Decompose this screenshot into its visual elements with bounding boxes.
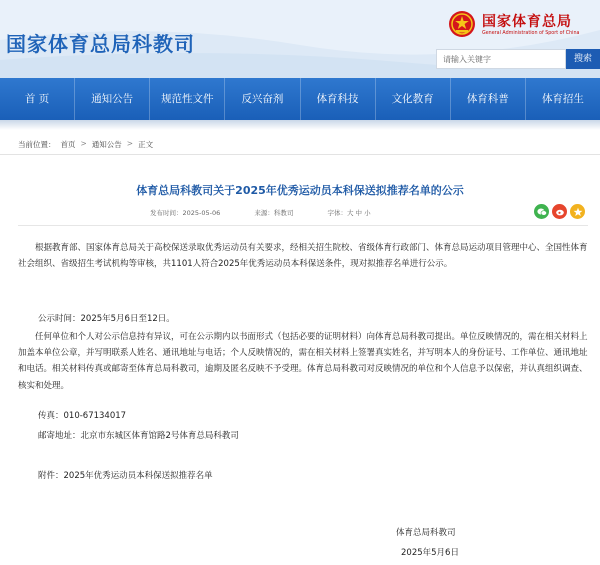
breadcrumb <box>18 139 153 150</box>
nav-item-popular-science[interactable]: 体育科普 <box>451 78 526 120</box>
divider <box>0 154 600 155</box>
site-title[interactable]: 国家体育总局科教司 <box>6 32 195 56</box>
publish-time: 发布时间：2025-05-06 <box>150 209 221 217</box>
mailing-address: 邮寄地址：北京市东城区体育馆路2号体育总局科教司 <box>38 431 239 441</box>
main-nav <box>0 78 600 120</box>
national-emblem-icon <box>448 10 476 38</box>
breadcrumb-home[interactable]: 首页 <box>60 140 76 149</box>
nav-shadow <box>0 120 600 130</box>
article-paragraph: 任何单位和个人对公示信息持有异议，可在公示期内以书面形式（包括必要的证明材料）向体育总局科教司提出。单位反映情况的，需在相关材料上加盖本单位公章，并写明联系人姓名、通讯地址与电话；个人反映情况的，需在相关材料上签署真实姓名，并写明本人的身份证号、工作单位、通讯地址和电话。相关材料传真或邮寄至体育总局科教司，逾期及匿名反映不予受理。体育总局科教司对反映情况的单位和个人信息予以保密，并认真组织调查、核实和处理。 <box>18 332 588 391</box>
nav-item-admissions[interactable]: 体育招生 <box>541 93 584 105</box>
divider <box>18 225 588 226</box>
attachment-link[interactable]: 附件：2025年优秀运动员本科保送拟推荐名单 <box>38 471 213 481</box>
article-title: 体育总局科教司关于2025年优秀运动员本科保送拟推荐名单的公示 <box>136 184 464 197</box>
weibo-icon[interactable] <box>552 204 567 219</box>
nav-item-anti-doping[interactable]: 反兴奋剂 <box>225 78 300 120</box>
nav-item-home[interactable]: 首 页 <box>0 78 75 120</box>
site-header <box>0 0 600 78</box>
signature-date: 2025年5月6日 <box>401 548 459 558</box>
wechat-icon[interactable] <box>534 204 549 219</box>
qzone-icon[interactable] <box>570 204 585 219</box>
nav-item-culture-education[interactable]: 文化教育 <box>376 78 451 120</box>
brand-english-name: General Administration of Sport of China <box>482 31 580 36</box>
font-size-selector[interactable]: 字体：大 中 小 <box>327 209 371 217</box>
nav-item-sport-tech[interactable]: 体育科技 <box>301 78 376 120</box>
breadcrumb-separator: > <box>126 139 134 148</box>
share-buttons <box>534 204 585 219</box>
search-button[interactable]: 搜索 <box>566 49 600 69</box>
breadcrumb-notices[interactable]: 通知公告 <box>91 140 122 149</box>
breadcrumb-separator: > <box>80 139 87 148</box>
publicity-period: 公示时间：2025年5月6日至12日。 <box>38 314 175 324</box>
brand-logo[interactable] <box>448 6 600 40</box>
article-meta <box>150 208 403 217</box>
breadcrumb-prefix: 当前位置： <box>18 140 56 149</box>
signature-organization: 体育总局科教司 <box>396 528 456 538</box>
article-paragraph: 根据教育部、国家体育总局关于高校保送录取优秀运动员有关要求，经相关招生院校、省级体育行政部门、体育总局运动项目管理中心、全国性体育社会组织、省级招生考试机构等审核，共1101人符合2025年优秀运动员本科保送条件，现对拟推荐名单进行公示。 <box>18 243 588 270</box>
brand-name: 国家体育总局 <box>482 14 572 30</box>
nav-item-regulations[interactable]: 规范性文件 <box>150 78 225 120</box>
nav-item-notices[interactable]: 通知公告 <box>75 78 150 120</box>
breadcrumb-current: 正文 <box>138 140 154 149</box>
search-input[interactable]: 请输入关键字 <box>436 49 566 69</box>
fax-number: 传真：010-67134017 <box>38 411 127 421</box>
article-source: 来源：科教司 <box>254 209 294 217</box>
